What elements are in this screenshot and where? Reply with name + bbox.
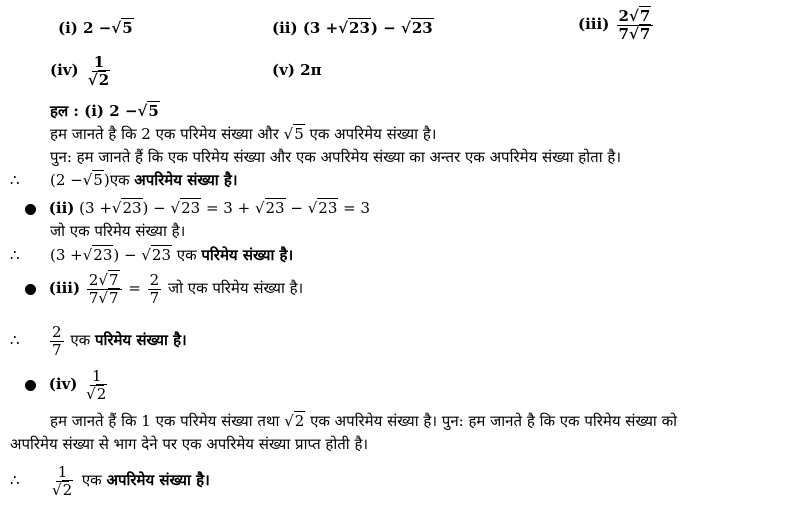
s3-text: जो एक परिमेय संख्या है। bbox=[167, 279, 304, 297]
therefore-symbol: ∴ bbox=[10, 171, 20, 189]
ii-rad1: 23 bbox=[122, 199, 142, 217]
question-i-label: (i) bbox=[58, 19, 78, 37]
solution-line-1: हम जानते है कि 2 एक परिमेय संख्या और √5 एक अपरिमेय संख्या है। bbox=[50, 125, 437, 143]
ii-e: = 3 bbox=[343, 199, 371, 217]
line9-den-rad: 2 bbox=[62, 480, 73, 499]
question-iv-fraction: $\frac{1}{√2}$ bbox=[87, 52, 110, 89]
line3-bold: अपरिमेय संख्या है। bbox=[134, 171, 238, 189]
question-v-expr: 2π bbox=[300, 61, 322, 79]
line5-c: एक bbox=[176, 246, 197, 264]
question-i-radicand: 5 bbox=[122, 19, 133, 37]
question-ii-label: (ii) bbox=[272, 19, 298, 37]
q4-num: 1 bbox=[93, 52, 105, 71]
ii-b: ) − bbox=[142, 199, 166, 217]
s3-num-coef: 2 bbox=[88, 270, 99, 289]
line6-den: 7 bbox=[52, 340, 62, 359]
solution-i-label: (i) bbox=[84, 102, 105, 120]
q3-den-coef: 7 bbox=[618, 24, 629, 43]
bullet-icon bbox=[25, 380, 36, 391]
q3-num-coef: 2 bbox=[618, 6, 629, 25]
ii-d: − bbox=[290, 199, 303, 217]
line9-fraction: $\frac{1}{√2}$ bbox=[52, 462, 73, 499]
s4-num: 1 bbox=[91, 366, 102, 385]
solution-head-label: हल : bbox=[50, 102, 79, 120]
therefore-symbol: ∴ bbox=[10, 471, 20, 489]
line7-rad: 2 bbox=[294, 412, 305, 430]
line1-text-a: हम जानते है कि 2 एक परिमेय संख्या और bbox=[50, 125, 279, 143]
ii-rad4: 23 bbox=[318, 199, 338, 217]
s3-num-rad: 7 bbox=[108, 270, 119, 289]
solution-page: (i) 2 −√5 (ii) (3 +√23) − √23 (iii) $\frac{2√7}{7√7}$ (iv) $\frac{1}{√2}$ (v) 2π हल : (i) 2 −√5 हम जानते है कि 2 एक परिमेय संख्या और √5 एक अपरिमेय संख्या है। पुन: हम जानते हैं कि एक परिमेय संख्या और एक अपरिमेय संख्या का अन्तर एक अपरिमेय संख्या होता है। ∴ (2 −√5)एक अपरिमेय संख्या है। (ii) (3 +√23) − √23 = 3 + √23 − √23 = 3 जो एक परिमेय संख्या है। ∴ (3 +√23) − √23 एक परिमेय संख्या है। (iii) $\frac{2√7}{7√7}$ = $\frac{2}{7}$ जो एक परिमेय संख्या है। ∴ $\frac{2}{7}$ एक परिमेय संख्या है। (iv) $\frac{1}{√2}$ हम जानते हैं कि 1 एक परिमेय संख्या तथा √2 एक अपरिमेय संख्या है। पुन: हम जानते है कि एक परिमेय संख्या को अपरिमेय संख्या से भाग देने पर एक अपरिमेय संख्या प्राप्त होती है। ∴ $\frac{1}{√2}$ एक अपरिमेय संख्या है। bbox=[0, 0, 811, 510]
question-v bbox=[272, 60, 322, 80]
question-iii bbox=[578, 2, 655, 46]
bullet-icon bbox=[25, 284, 36, 295]
line3-a: (2 − bbox=[50, 171, 83, 189]
s3-res-den: 7 bbox=[149, 288, 160, 307]
line6-num: 2 bbox=[52, 322, 62, 341]
solution-iv-label: (iv) bbox=[48, 375, 78, 393]
question-iii-label: (iii) bbox=[578, 15, 610, 33]
question-iv bbox=[50, 48, 114, 92]
solution-i-expr: 2 − bbox=[109, 102, 138, 120]
solution-line-2: पुन: हम जानते हैं कि एक परिमेय संख्या और एक अपरिमेय संख्या का अन्तर एक अपरिमेय संख्या होता है। bbox=[50, 148, 622, 166]
q4-den-rad: 2 bbox=[98, 70, 110, 89]
line5-rad1: 23 bbox=[93, 246, 113, 264]
line5-bold: परिमेय संख्या है। bbox=[201, 246, 294, 264]
s3-den-rad: 7 bbox=[108, 288, 119, 307]
solution-iv-fraction: $\frac{1}{√2}$ bbox=[86, 366, 107, 403]
solution-line-4: जो एक परिमेय संख्या है। bbox=[50, 222, 186, 240]
line3-b: )एक bbox=[103, 171, 130, 189]
solution-heading: हल : (i) 2 −√5 bbox=[50, 102, 159, 120]
line6-bold: परिमेय संख्या है। bbox=[94, 331, 187, 349]
line6-c: एक bbox=[70, 331, 91, 349]
line9-c: एक bbox=[81, 471, 102, 489]
solution-iii-result-fraction bbox=[148, 272, 162, 307]
line1-rad: 5 bbox=[294, 125, 304, 143]
q3-den-rad: 7 bbox=[639, 24, 651, 43]
line3-rad: 5 bbox=[93, 171, 103, 189]
solution-iii bbox=[25, 266, 303, 310]
line5-b: ) − bbox=[113, 246, 137, 264]
question-ii-rad1: 23 bbox=[349, 19, 370, 37]
bullet-icon bbox=[25, 204, 36, 215]
q3-num-rad: 7 bbox=[639, 6, 651, 25]
line9-bold: अपरिमेय संख्या है। bbox=[106, 471, 210, 489]
ii-rad3: 23 bbox=[265, 199, 285, 217]
solution-line-8: अपरिमेय संख्या से भाग देने पर एक अपरिमेय संख्या प्राप्त होती है। bbox=[10, 435, 369, 453]
solution-line-7: हम जानते हैं कि 1 एक परिमेय संख्या तथा √2 एक अपरिमेय संख्या है। पुन: हम जानते है कि एक परिमेय संख्या को bbox=[50, 412, 677, 430]
solution-ii-label: (ii) bbox=[48, 199, 75, 217]
s4-den-rad: 2 bbox=[96, 384, 107, 403]
s3-res-num: 2 bbox=[149, 270, 160, 289]
ii-rad2: 23 bbox=[181, 199, 201, 217]
question-ii: (ii) (3 +√23) − √23 bbox=[272, 19, 433, 37]
question-iv-label: (iv) bbox=[50, 61, 79, 79]
question-iii-fraction: $\frac{2√7}{7√7}$ bbox=[617, 8, 654, 43]
ii-c: = 3 + bbox=[205, 199, 251, 217]
therefore-symbol: ∴ bbox=[10, 331, 20, 349]
question-i-expr: 2 − bbox=[83, 19, 112, 37]
therefore-symbol: ∴ bbox=[10, 246, 20, 264]
line5-rad2: 23 bbox=[151, 246, 172, 264]
ii-a: (3 + bbox=[79, 199, 112, 217]
solution-iii-fraction: $\frac{2√7}{7√7}$ bbox=[87, 272, 122, 307]
line7-a: हम जानते हैं कि 1 एक परिमेय संख्या तथा bbox=[50, 412, 280, 430]
s3-equals: = bbox=[128, 279, 141, 297]
question-i: (i) 2 −√5 bbox=[58, 19, 133, 37]
solution-iii-label: (iii) bbox=[48, 279, 81, 297]
question-ii-part-b: ) − bbox=[370, 19, 396, 37]
solution-ii: (ii) (3 +√23) − √23 = 3 + √23 − √23 = 3 bbox=[25, 198, 370, 218]
line1-text-b: एक अपरिमेय संख्या है। bbox=[309, 125, 437, 143]
line6-fraction bbox=[50, 324, 64, 359]
solution-iv bbox=[25, 362, 111, 406]
question-ii-part-a: (3 + bbox=[302, 19, 339, 37]
solution-i-rad: 5 bbox=[148, 102, 159, 120]
question-ii-rad2: 23 bbox=[411, 19, 433, 37]
question-v-label: (v) bbox=[272, 61, 295, 79]
line5-a: (3 + bbox=[50, 246, 83, 264]
s3-den-coef: 7 bbox=[88, 288, 99, 307]
line7-b: एक अपरिमेय संख्या है। पुन: हम जानते है कि एक परिमेय संख्या को bbox=[310, 412, 677, 430]
line9-num: 1 bbox=[57, 462, 68, 481]
